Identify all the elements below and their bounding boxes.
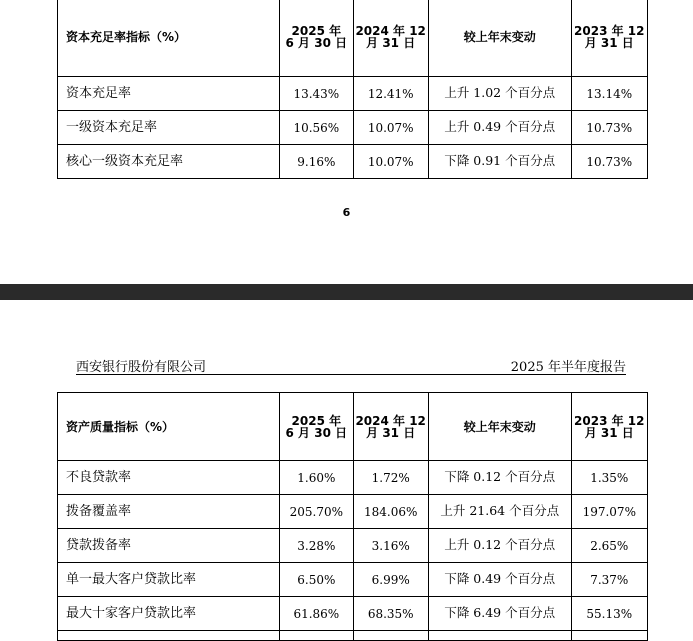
value-2023: 1.35% <box>571 461 647 495</box>
capital-adequacy-table <box>57 0 648 179</box>
value-2023: 7.37% <box>571 563 647 597</box>
row-label: 资本充足率 <box>58 77 280 111</box>
page-separator <box>0 284 693 300</box>
value-change: 上升 0.12 个百分点 <box>428 529 571 563</box>
value-2023: 55.13% <box>571 597 647 631</box>
header-2025-jun-30: 2025 年 6 月 30 日 <box>280 0 353 77</box>
value-change: 下降 6.49 个百分点 <box>428 597 571 631</box>
row-label: 拨备覆盖率 <box>58 495 280 529</box>
row-label: 单一最大客户贷款比率 <box>58 563 280 597</box>
value-2024: 3.16% <box>353 529 428 563</box>
header-2025-jun-30: 2025 年 6 月 30 日 <box>280 393 353 461</box>
value-2024: 184.06% <box>353 495 428 529</box>
value-change: 下降 0.12 个百分点 <box>428 461 571 495</box>
value-2024: 12.41% <box>353 77 428 111</box>
value-change: 上升 21.64 个百分点 <box>428 495 571 529</box>
value-2023: 13.14% <box>571 77 647 111</box>
value-2025: 13.43% <box>280 77 353 111</box>
running-header <box>76 356 626 376</box>
value-2024: 6.99% <box>353 563 428 597</box>
report-title: 2025 年半年度报告 <box>510 360 626 375</box>
page-bottom <box>0 300 693 633</box>
header-indicator: 资本充足率指标（%） <box>58 0 280 77</box>
value-change: 上升 0.49 个百分点 <box>428 111 571 145</box>
header-2023-dec-31: 2023 年 12 月 31 日 <box>571 0 647 77</box>
value-2025: 61.86% <box>280 597 353 631</box>
table-row <box>58 111 648 145</box>
value-2023: 197.07% <box>571 495 647 529</box>
row-label: 最大十家客户贷款比率 <box>58 597 280 631</box>
table-row <box>58 77 648 111</box>
value-change: 上升 1.02 个百分点 <box>428 77 571 111</box>
value-2025: 1.60% <box>280 461 353 495</box>
page-number: 6 <box>342 206 351 219</box>
value-2025: 205.70% <box>280 495 353 529</box>
table-row <box>58 461 648 495</box>
page-top <box>0 0 693 284</box>
value-2025: 6.50% <box>280 563 353 597</box>
row-label: 核心一级资本充足率 <box>58 145 280 179</box>
header-2023-dec-31: 2023 年 12 月 31 日 <box>571 393 647 461</box>
value-2024: 10.07% <box>353 145 428 179</box>
value-2023: 10.73% <box>571 145 647 179</box>
asset-quality-table <box>57 392 648 641</box>
table-row-cut-off <box>58 631 648 641</box>
row-label: 不良贷款率 <box>58 461 280 495</box>
value-2025: 3.28% <box>280 529 353 563</box>
table-header-row <box>58 393 648 461</box>
table-row <box>58 529 648 563</box>
header-change: 较上年末变动 <box>428 393 571 461</box>
value-2024: 10.07% <box>353 111 428 145</box>
value-2025: 9.16% <box>280 145 353 179</box>
header-rule <box>76 374 626 375</box>
table-row <box>58 563 648 597</box>
value-2024: 1.72% <box>353 461 428 495</box>
table-header-row <box>58 0 648 77</box>
value-change: 下降 0.49 个百分点 <box>428 563 571 597</box>
table-row <box>58 145 648 179</box>
value-2025: 10.56% <box>280 111 353 145</box>
company-name: 西安银行股份有限公司 <box>76 360 207 375</box>
value-change: 下降 0.91 个百分点 <box>428 145 571 179</box>
table-row <box>58 495 648 529</box>
value-2023: 10.73% <box>571 111 647 145</box>
header-2024-dec-31: 2024 年 12 月 31 日 <box>353 393 428 461</box>
row-label: 贷款拨备率 <box>58 529 280 563</box>
value-2023: 2.65% <box>571 529 647 563</box>
header-indicator: 资产质量指标（%） <box>58 393 280 461</box>
table-row <box>58 597 648 631</box>
header-change: 较上年末变动 <box>428 0 571 77</box>
row-label: 一级资本充足率 <box>58 111 280 145</box>
header-2024-dec-31: 2024 年 12 月 31 日 <box>353 0 428 77</box>
value-2024: 68.35% <box>353 597 428 631</box>
